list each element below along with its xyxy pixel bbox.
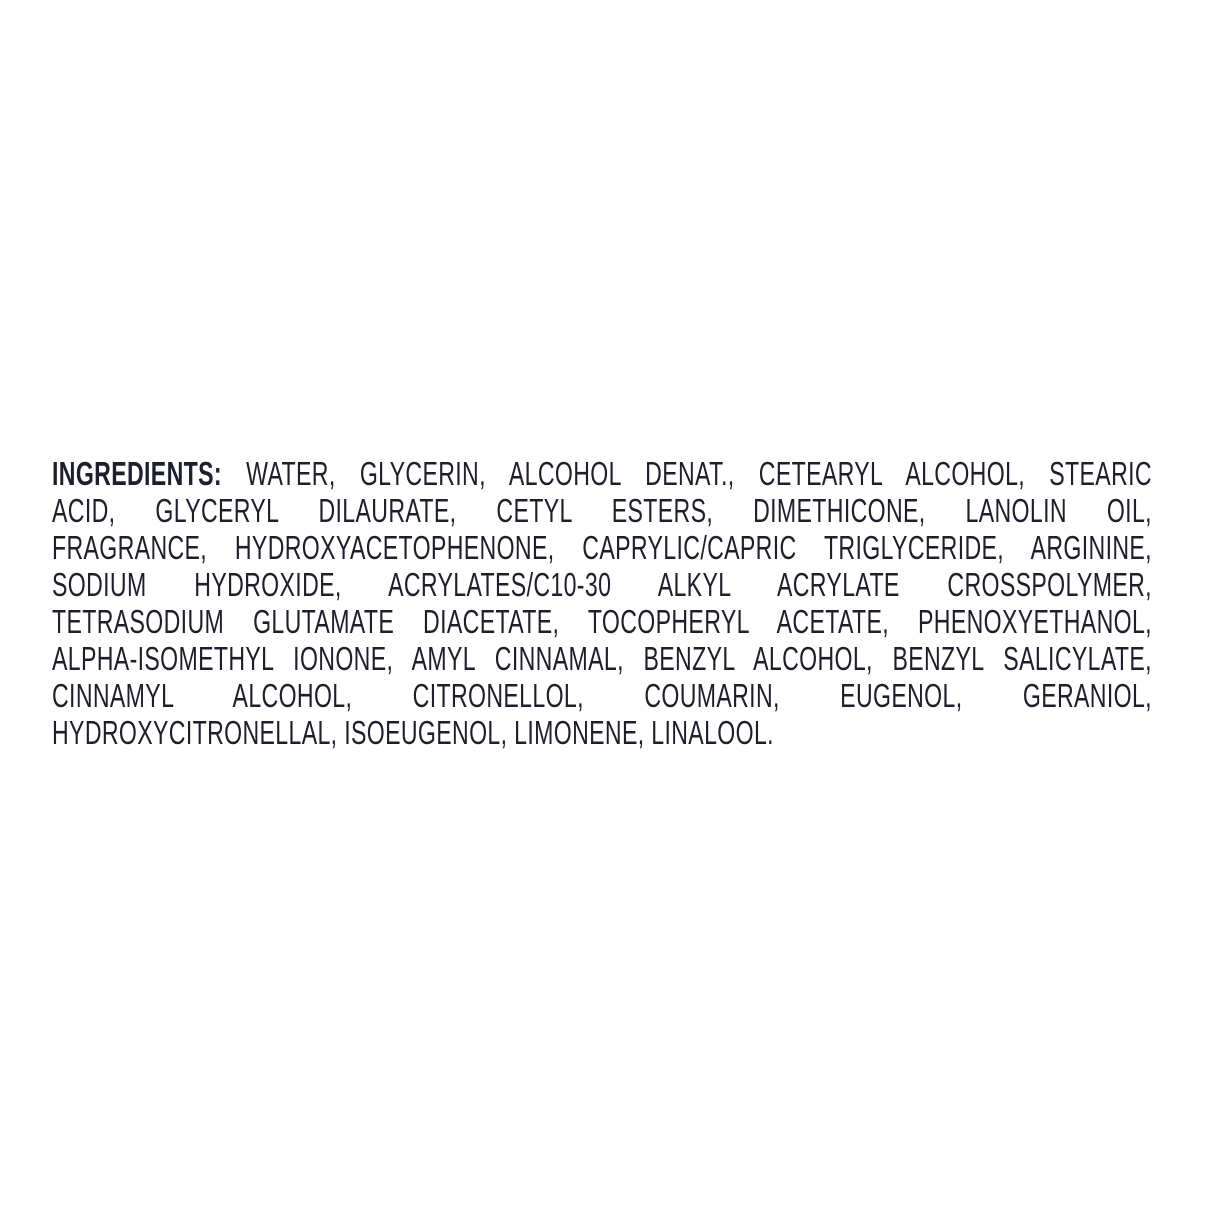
- ingredients-line-text: WATER, GLYCERIN, ALCOHOL DENAT., CETEARYL ALCOHOL, STEARIC: [246, 455, 1152, 492]
- ingredients-line-text: CINNAMYL ALCOHOL, CITRONELLOL, COUMARIN, EUGENOL, GERANIOL,: [52, 677, 1152, 714]
- ingredients-line: [52, 492, 1152, 529]
- ingredients-line: [52, 640, 1152, 677]
- ingredients-line-text: ACID, GLYCERYL DILAURATE, CETYL ESTERS, DIMETHICONE, LANOLIN OIL,: [52, 492, 1152, 529]
- ingredients-line: [52, 603, 1152, 640]
- ingredients-line-text: SODIUM HYDROXIDE, ACRYLATES/C10-30 ALKYL ACRYLATE CROSSPOLYMER,: [52, 566, 1152, 603]
- ingredients-line: [52, 714, 1152, 751]
- ingredients-line-text: FRAGRANCE, HYDROXYACETOPHENONE, CAPRYLIC/CAPRIC TRIGLYCERIDE, ARGININE,: [52, 529, 1152, 566]
- ingredients-line: [52, 566, 1152, 603]
- ingredients-line: [52, 455, 1152, 492]
- ingredients-panel: [52, 455, 1152, 751]
- ingredients-line-text: ALPHA-ISOMETHYL IONONE, AMYL CINNAMAL, BENZYL ALCOHOL, BENZYL SALICYLATE,: [52, 640, 1152, 677]
- ingredients-line-text: HYDROXYCITRONELLAL, ISOEUGENOL, LIMONENE, LINALOOL.: [52, 714, 774, 751]
- ingredients-label: INGREDIENTS:: [52, 455, 222, 492]
- ingredients-line-text: TETRASODIUM GLUTAMATE DIACETATE, TOCOPHERYL ACETATE, PHENOXYETHANOL,: [52, 603, 1152, 640]
- ingredients-line: [52, 529, 1152, 566]
- ingredients-line: [52, 677, 1152, 714]
